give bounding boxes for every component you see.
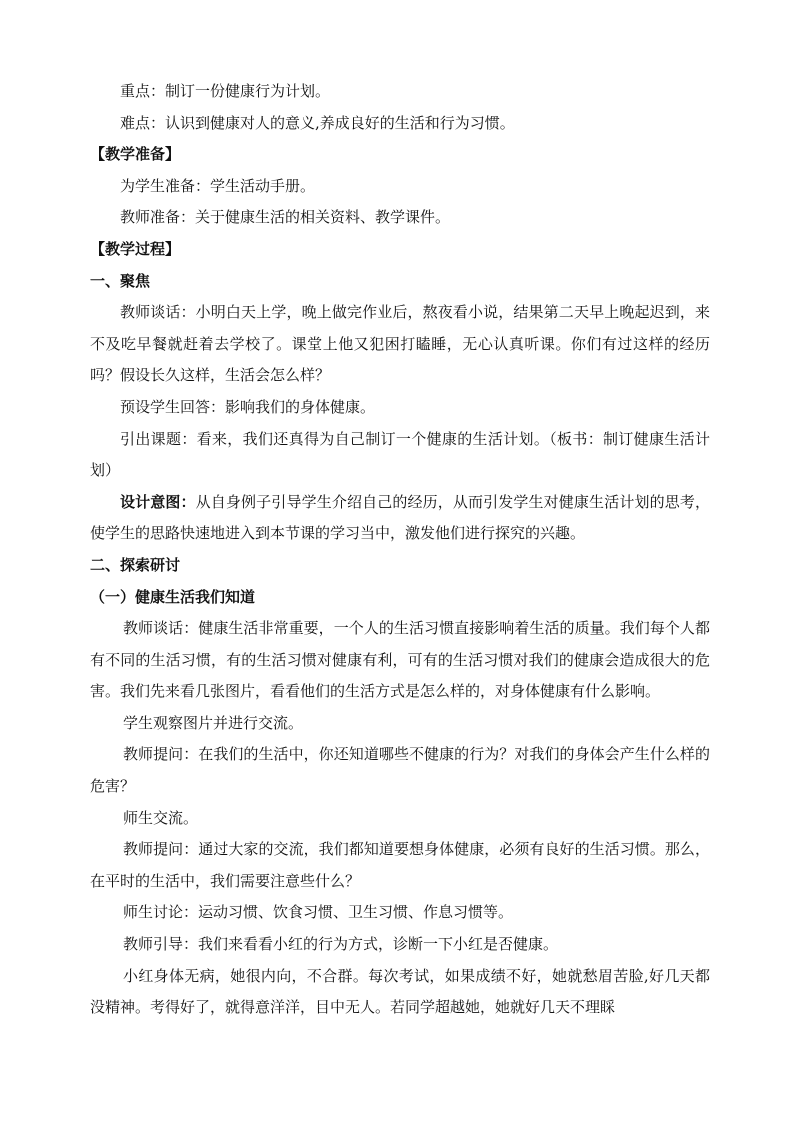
student-answer-line: 预设学生回答：影响我们的身体健康。 [120, 397, 376, 416]
design-intent-label: 设计意图： [120, 492, 196, 511]
difficulty-line: 难点：认识到健康对人的意义,养成良好的生活和行为习惯。 [120, 113, 515, 132]
teacher-question-paragraph-2: 教师提问：通过大家的交流，我们都知道要想身体健康，必须有良好的生活习惯。那么，在平时的生活中，我们需要注意些什么？ [90, 840, 710, 890]
teacher-question-paragraph-1: 教师提问：在我们的生活中，你还知道哪些不健康的行为？对我们的身体会产生什么样的危害？ [90, 745, 710, 796]
section-heading-preparation: 【教学准备】 [90, 145, 181, 164]
teacher-student-exchange-line: 师生交流。 [123, 808, 199, 827]
design-intent-text: 从自身例子引导学生介绍自己的经历，从而引发学生对健康生活计划的思考，使学生的思路快速地进入到本节课的学习当中，激发他们进行探究的兴趣。 [90, 492, 710, 543]
subsection-heading-focus: 一、聚焦 [90, 271, 151, 290]
teacher-student-discussion-line: 师生讨论：运动习惯、饮食习惯、卫生习惯、作息习惯等。 [123, 903, 514, 922]
design-intent-paragraph [90, 487, 710, 550]
key-point-line: 重点：制订一份健康行为计划。 [120, 82, 331, 100]
student-observe-line: 学生观察图片并进行交流。 [123, 713, 304, 732]
document-page [90, 76, 710, 1024]
topic-introduction-paragraph: 引出课题：看来，我们还真得为自己制订一个健康的生活计划。（板书：制订健康生活计划） [90, 429, 710, 480]
subsection-heading-explore: 二、探索研讨 [90, 555, 181, 574]
teacher-guide-line: 教师引导：我们来看看小红的行为方式，诊断一下小红是否健康。 [123, 935, 559, 954]
student-preparation-line: 为学生准备：学生活动手册。 [120, 176, 316, 195]
subsection-heading-healthy-life: （一）健康生活我们知道 [90, 587, 256, 606]
teacher-talk-healthy-paragraph: 教师谈话：健康生活非常重要，一个人的生活习惯直接影响着生活的质量。我们每个人都有不同的生活习惯，有的生活习惯对健康有利，可有的生活习惯对我们的健康会造成很大的危害。我们先来看几张图片，看看他们的生活方式是怎么样的，对身体健康有什么影响。 [90, 619, 710, 701]
xiaohong-paragraph: 小红身体无病，她很内向，不合群。每次考试，如果成绩不好，她就愁眉苦脸,好几天都没精神。考得好了，就得意洋洋，目中无人。若同学超越她，她就好几天不理睬 [90, 966, 710, 1017]
teacher-talk-paragraph: 教师谈话：小明白天上学，晚上做完作业后，熬夜看小说，结果第二天早上晚起迟到，来不及吃早餐就赶着去学校了。课堂上他又犯困打瞌睡，无心认真听课。你们有过这样的经历吗？假设长久这样，生活会怎么样？ [90, 303, 710, 385]
section-heading-process: 【教学过程】 [90, 239, 181, 258]
teacher-preparation-line: 教师准备：关于健康生活的相关资料、教学课件。 [120, 208, 451, 227]
